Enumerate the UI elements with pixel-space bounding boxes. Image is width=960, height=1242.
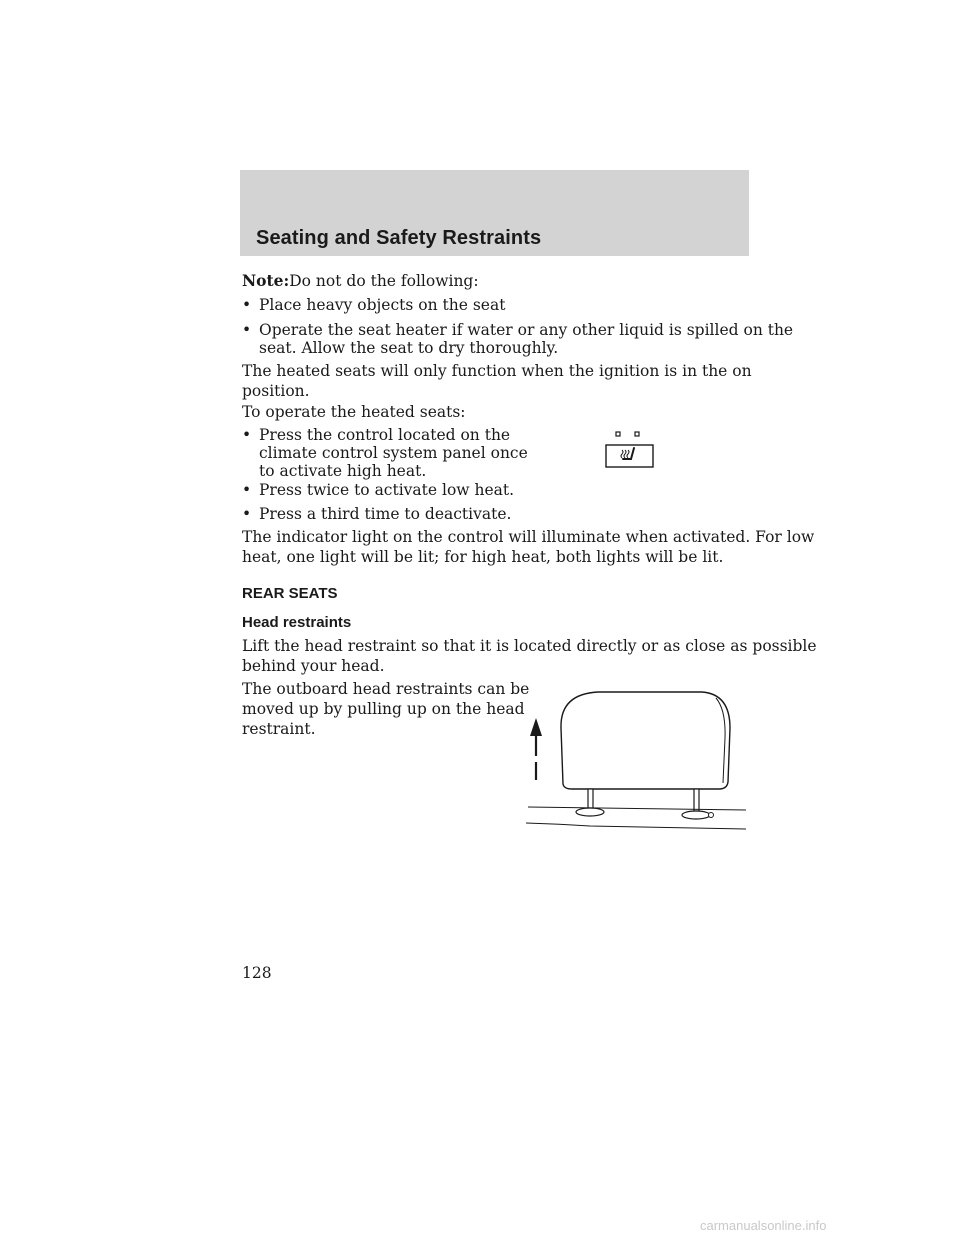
watermark: carmanualsonline.info	[700, 1218, 827, 1233]
head-restraints-heading: Head restraints	[242, 614, 352, 631]
section-header	[240, 170, 749, 256]
lift-paragraph: Lift the head restraint so that it is located directly or as close as possible behind your head.	[242, 637, 817, 675]
note-label: Note:	[242, 271, 290, 290]
up-arrow-icon	[530, 718, 542, 736]
section-title: Seating and Safety Restraints	[256, 227, 542, 249]
operate-intro: To operate the heated seats:	[242, 403, 466, 421]
ignition-paragraph: The heated seats will only function when the ignition is in the on position.	[242, 362, 752, 400]
outboard-paragraph: The outboard head restraints can be moved up by pulling up on the head restraint.	[242, 680, 530, 738]
note-paragraph	[242, 271, 479, 291]
indicator-paragraph: The indicator light on the control will illuminate when activated. For low heat, one light will be lit; for high heat, both lights will be lit.	[242, 528, 815, 566]
page-number: 128	[242, 964, 272, 982]
note-text: Do not do the following:	[289, 272, 479, 290]
head-restraint-illustration	[520, 688, 750, 834]
rear-seats-heading: REAR SEATS	[242, 585, 338, 602]
heated-seat-icon	[600, 430, 660, 472]
